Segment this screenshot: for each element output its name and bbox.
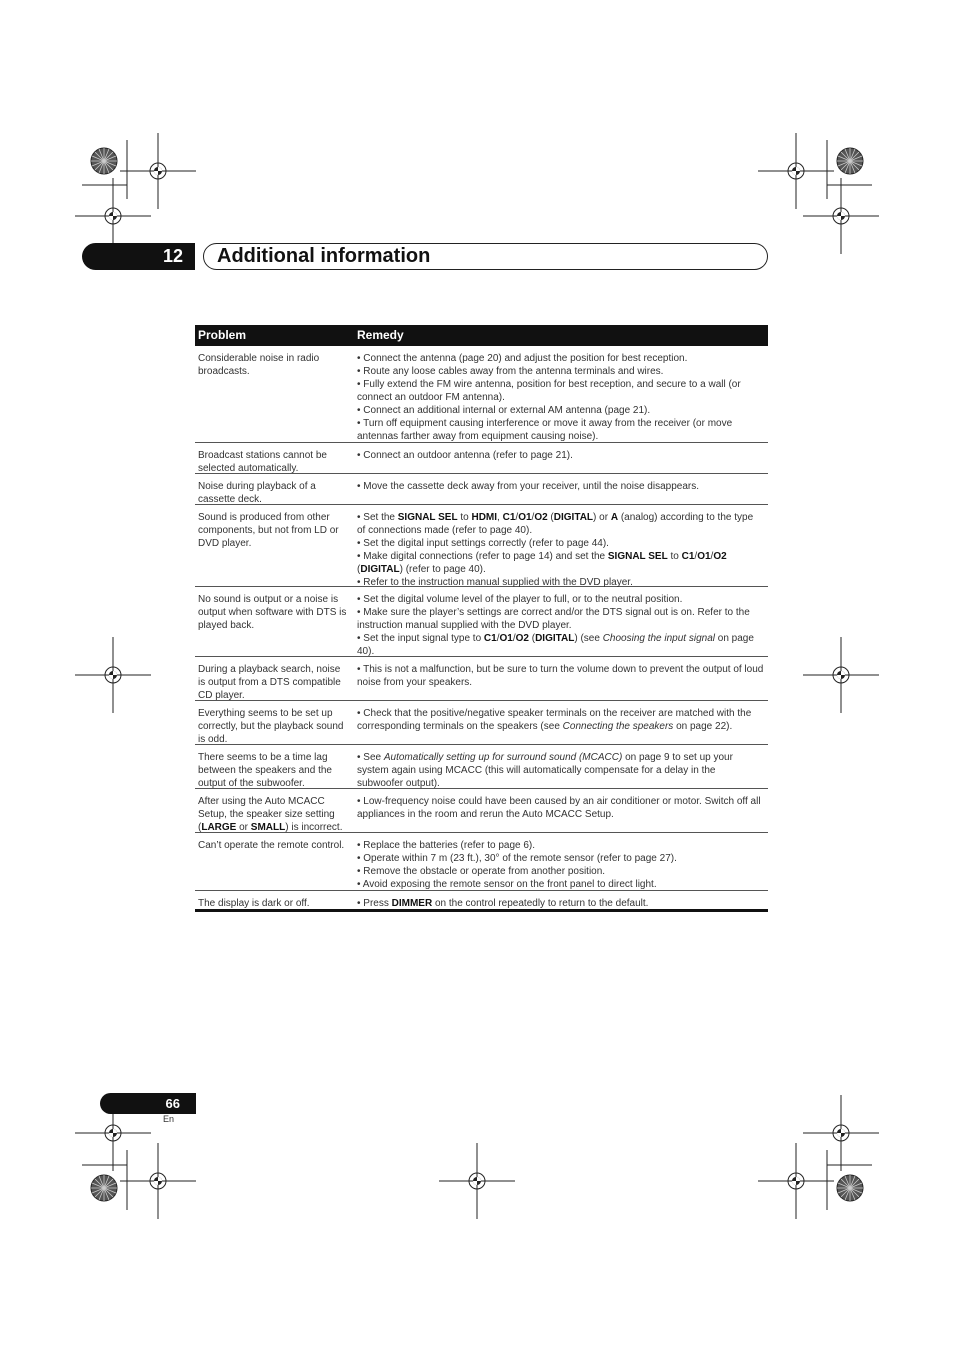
remedy-line: • Make digital connections (refer to page 14) and set the SIGNAL SEL to C1/O1/O2 (DIGITAL) (refer to page 40). (357, 551, 727, 575)
remedy-cell (354, 702, 768, 740)
table-row (195, 443, 768, 474)
problem-cell: Everything seems to be set up correctly, but the playback sound is odd. (198, 708, 344, 745)
remedy-line: • Connect an outdoor antenna (refer to page 21). (357, 450, 573, 461)
column-header-problem: Problem (198, 328, 247, 342)
remedy-cell (354, 834, 768, 890)
remedy-line: • Make sure the player’s settings are correct and/or the DTS signal out is on. Refer to the instruction manual supplied with the DVD player. (357, 607, 750, 631)
remedy-line: • Replace the batteries (refer to page 6). (357, 840, 536, 851)
page-number: 66 (100, 1093, 196, 1114)
problem-cell: After using the Auto MCACC Setup, the speaker size setting (LARGE or SMALL) is incorrect. (198, 796, 343, 833)
chapter-title: Additional information (203, 243, 768, 270)
problem-cell: Sound is produced from other components, but not from LD or DVD player. (198, 512, 339, 549)
column-header-remedy: Remedy (357, 328, 404, 342)
remedy-line: • See Automatically setting up for surround sound (MCACC) on page 9 to set up your system again using MCACC (this will automatically compensate for a delay in the subwoofer output). (357, 752, 733, 789)
remedy-line: • This is not a malfunction, but be sure to turn the volume down to prevent the output of loud noise from your speakers. (357, 664, 764, 688)
table-header (195, 325, 768, 346)
problem-cell: Can’t operate the remote control. (198, 840, 345, 851)
problem-cell: No sound is output or a noise is output when software with DTS is played back. (198, 594, 347, 631)
remedy-line: • Route any loose cables away from the antenna terminals and wires. (357, 366, 664, 377)
remedy-cell (354, 588, 768, 657)
table-row (195, 745, 768, 789)
remedy-line: • Move the cassette deck away from your receiver, until the noise disappears. (357, 481, 700, 492)
remedy-cell (354, 790, 768, 828)
troubleshooting-table (195, 325, 768, 912)
table-row (195, 789, 768, 833)
table-row (195, 833, 768, 891)
problem-cell: Broadcast stations cannot be selected automatically. (198, 450, 327, 474)
remedy-cell (354, 658, 768, 696)
table-row (195, 505, 768, 587)
table-row (195, 701, 768, 745)
remedy-line: • Set the input signal type to C1/O1/O2 (DIGITAL) (see Choosing the input signal on page 40). (357, 633, 754, 657)
remedy-line: • Avoid exposing the remote sensor on the front panel to direct light. (357, 879, 657, 890)
remedy-cell (354, 347, 768, 442)
remedy-cell (354, 444, 768, 469)
remedy-line: • Set the SIGNAL SEL to HDMI, C1/O1/O2 (DIGITAL) or A (analog) according to the type of connections made (refer to page 40). (357, 512, 754, 536)
problem-cell: There seems to be a time lag between the speakers and the output of the subwoofer. (198, 752, 332, 789)
chapter-number: 12 (82, 243, 195, 270)
problem-cell: The display is dark or off. (198, 898, 310, 909)
remedy-line: • Remove the obstacle or operate from another position. (357, 866, 606, 877)
table-row (195, 587, 768, 657)
remedy-cell (354, 506, 768, 588)
remedy-line: • Connect the antenna (page 20) and adjust the position for best reception. (357, 353, 688, 364)
remedy-line: • Low-frequency noise could have been caused by an air conditioner or motor. Switch off all appliances in the room and rerun the Auto MCACC Setup. (357, 796, 761, 820)
remedy-cell (354, 892, 768, 909)
remedy-line: • Turn off equipment causing interference or move it away from the receiver (or move antennas farther away from equipment causing noise). (357, 418, 733, 442)
remedy-line: • Refer to the instruction manual supplied with the DVD player. (357, 577, 633, 588)
table-row (195, 657, 768, 701)
remedy-line: • Fully extend the FM wire antenna, position for best reception, and secure to a wall (or connect an outdoor FM antenna). (357, 379, 741, 403)
problem-cell: During a playback search, noise is output from a DTS compatible CD player. (198, 664, 341, 701)
remedy-line: • Check that the positive/negative speaker terminals on the receiver are matched with the corresponding terminals on the speakers (see Connecting the speakers on page 22). (357, 708, 752, 732)
remedy-line: • Set the digital volume level of the player to full, or to the neutral position. (357, 594, 683, 605)
page-language: En (163, 1114, 175, 1124)
remedy-line: • Operate within 7 m (23 ft.), 30° of the remote sensor (refer to page 27). (357, 853, 677, 864)
remedy-line: • Set the digital input settings correctly (refer to page 44). (357, 538, 609, 549)
problem-cell: Noise during playback of a cassette deck. (198, 481, 316, 505)
table-row (195, 474, 768, 505)
table-row (195, 891, 768, 912)
remedy-line: • Press DIMMER on the control repeatedly to return to the default. (357, 898, 649, 909)
table-row (195, 346, 768, 443)
remedy-cell (354, 746, 768, 789)
remedy-line: • Connect an additional internal or external AM antenna (page 21). (357, 405, 651, 416)
remedy-cell (354, 475, 768, 500)
problem-cell: Considerable noise in radio broadcasts. (198, 353, 320, 377)
